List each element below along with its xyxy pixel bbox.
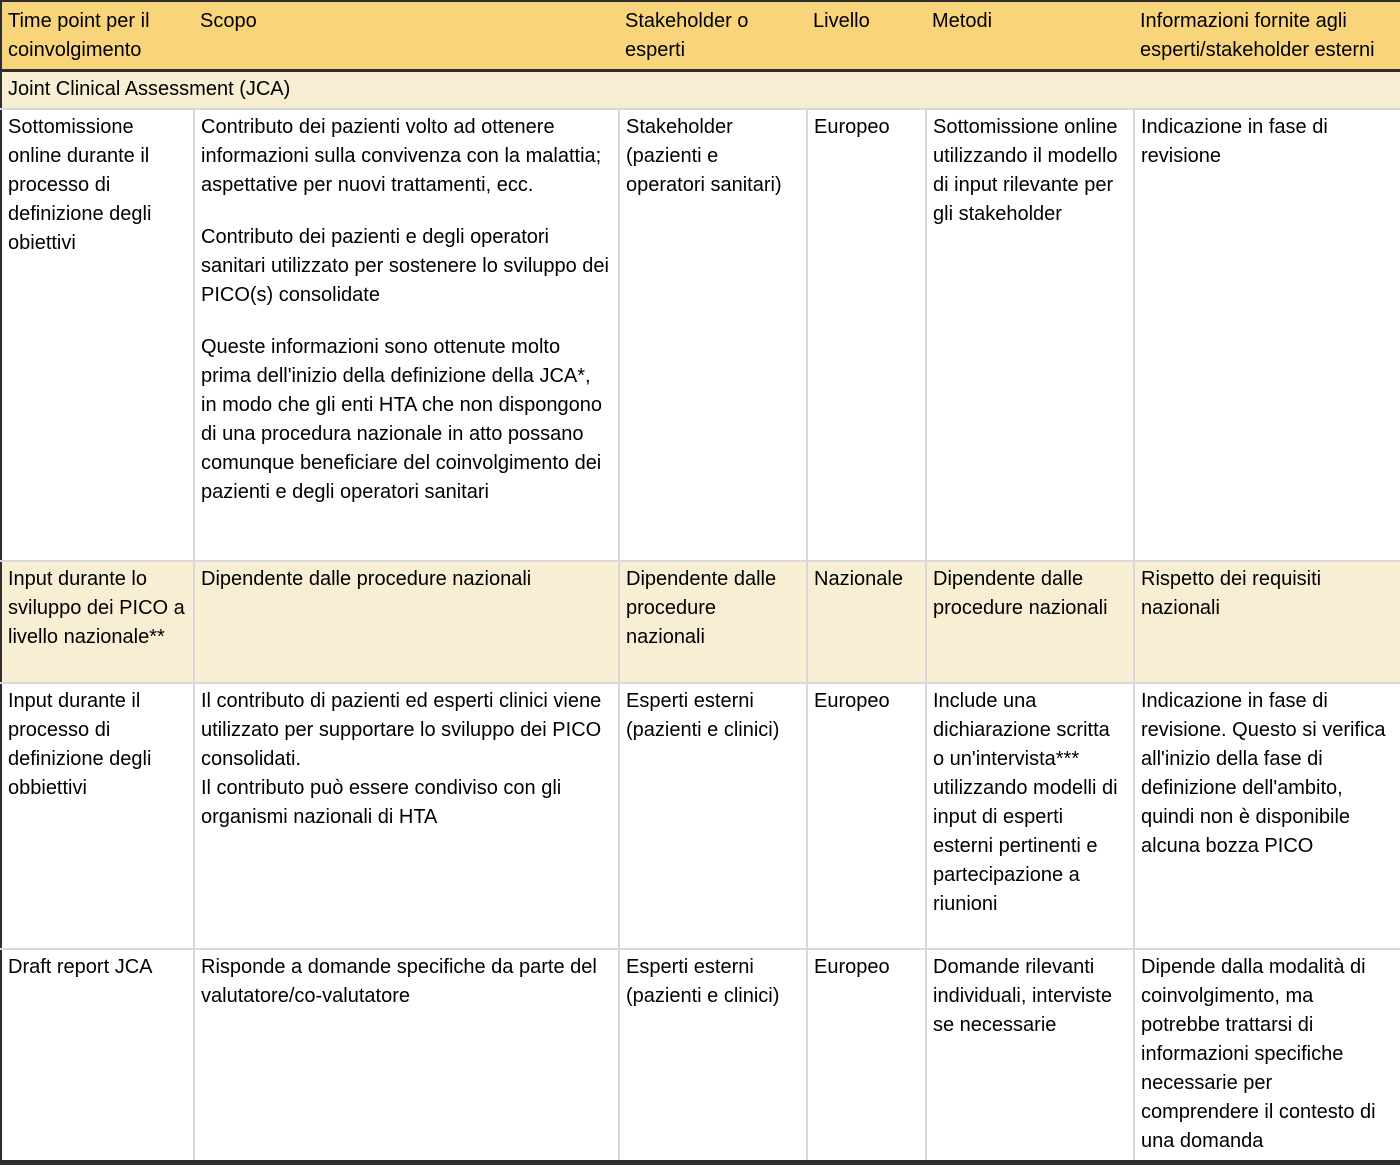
cell-time-point: Draft report JCA	[1, 949, 194, 1163]
section-row	[1, 71, 1400, 110]
cell-livello: Europeo	[807, 683, 926, 949]
cell-metodi: Include una dichiarazione scritta o un'intervista*** utilizzando modelli di input di esperti esterni pertinenti e partecipazione a riunioni	[926, 683, 1134, 949]
cell-informazioni: Dipende dalla modalità di coinvolgimento, ma potrebbe trattarsi di informazioni specifiche necessarie per comprendere il contesto di una domanda	[1134, 949, 1400, 1163]
cell-livello: Europeo	[807, 109, 926, 561]
cell-paragraph: Queste informazioni sono ottenute molto prima dell'inizio della definizione della JCA*, in modo che gli enti HTA che non dispongono di una procedura nazionale in atto possano comunque beneficiare del coinvolgimento dei pazienti e degli operatori sanitari	[201, 336, 603, 503]
column-header-informazioni: Informazioni fornite agli esperti/stakeholder esterni	[1134, 1, 1400, 71]
column-header-scopo: Scopo	[194, 1, 619, 71]
table-row	[1, 949, 1400, 1163]
column-header-time-point: Time point per il coinvolgimento	[1, 1, 194, 71]
cell-scopo	[194, 683, 619, 949]
cell-scopo	[194, 561, 619, 683]
cell-livello: Nazionale	[807, 561, 926, 683]
section-header-jca: Joint Clinical Assessment (JCA)	[1, 71, 1400, 110]
column-header-metodi: Metodi	[926, 1, 1134, 71]
cell-metodi: Domande rilevanti individuali, interviste se necessarie	[926, 949, 1134, 1163]
cell-informazioni: Indicazione in fase di revisione	[1134, 109, 1400, 561]
column-header-stakeholder: Stakeholder o esperti	[619, 1, 807, 71]
cell-time-point: Input durante lo sviluppo dei PICO a livello nazionale**	[1, 561, 194, 683]
header-row	[1, 1, 1400, 71]
cell-stakeholder: Esperti esterni (pazienti e clinici)	[619, 683, 807, 949]
cell-paragraph: Risponde a domande specifiche da parte del valutatore/co-valutatore	[201, 956, 597, 1007]
cell-paragraph: Contributo dei pazienti e degli operatori sanitari utilizzato per sostenere lo sviluppo dei PICO(s) consolidate	[201, 226, 609, 306]
cell-scopo	[194, 109, 619, 561]
cell-paragraph: Contributo dei pazienti volto ad ottenere informazioni sulla convivenza con la malattia; aspettative per nuovi trattamenti, ecc.	[201, 116, 602, 196]
cell-livello: Europeo	[807, 949, 926, 1163]
table-row	[1, 561, 1400, 683]
cell-paragraph: Il contributo può essere condiviso con gli organismi nazionali di HTA	[201, 777, 562, 828]
table-row	[1, 109, 1400, 561]
cell-time-point: Input durante il processo di definizione degli obbiettivi	[1, 683, 194, 949]
cell-informazioni: Indicazione in fase di revisione. Questo si verifica all'inizio della fase di definizione dell'ambito, quindi non è disponibile alcuna bozza PICO	[1134, 683, 1400, 949]
cell-time-point: Sottomissione online durante il processo di definizione degli obiettivi	[1, 109, 194, 561]
cell-stakeholder: Dipendente dalle procedure nazionali	[619, 561, 807, 683]
cell-paragraph: Il contributo di pazienti ed esperti clinici viene utilizzato per supportare lo sviluppo dei PICO consolidati.	[201, 690, 602, 770]
column-header-livello: Livello	[807, 1, 926, 71]
cell-paragraph: Dipendente dalle procedure nazionali	[201, 568, 532, 590]
cell-stakeholder: Esperti esterni (pazienti e clinici)	[619, 949, 807, 1163]
cell-scopo	[194, 949, 619, 1163]
table-row	[1, 683, 1400, 949]
cell-metodi: Sottomissione online utilizzando il modello di input rilevante per gli stakeholder	[926, 109, 1134, 561]
cell-stakeholder: Stakeholder (pazienti e operatori sanitari)	[619, 109, 807, 561]
cell-informazioni: Rispetto dei requisiti nazionali	[1134, 561, 1400, 683]
cell-metodi: Dipendente dalle procedure nazionali	[926, 561, 1134, 683]
